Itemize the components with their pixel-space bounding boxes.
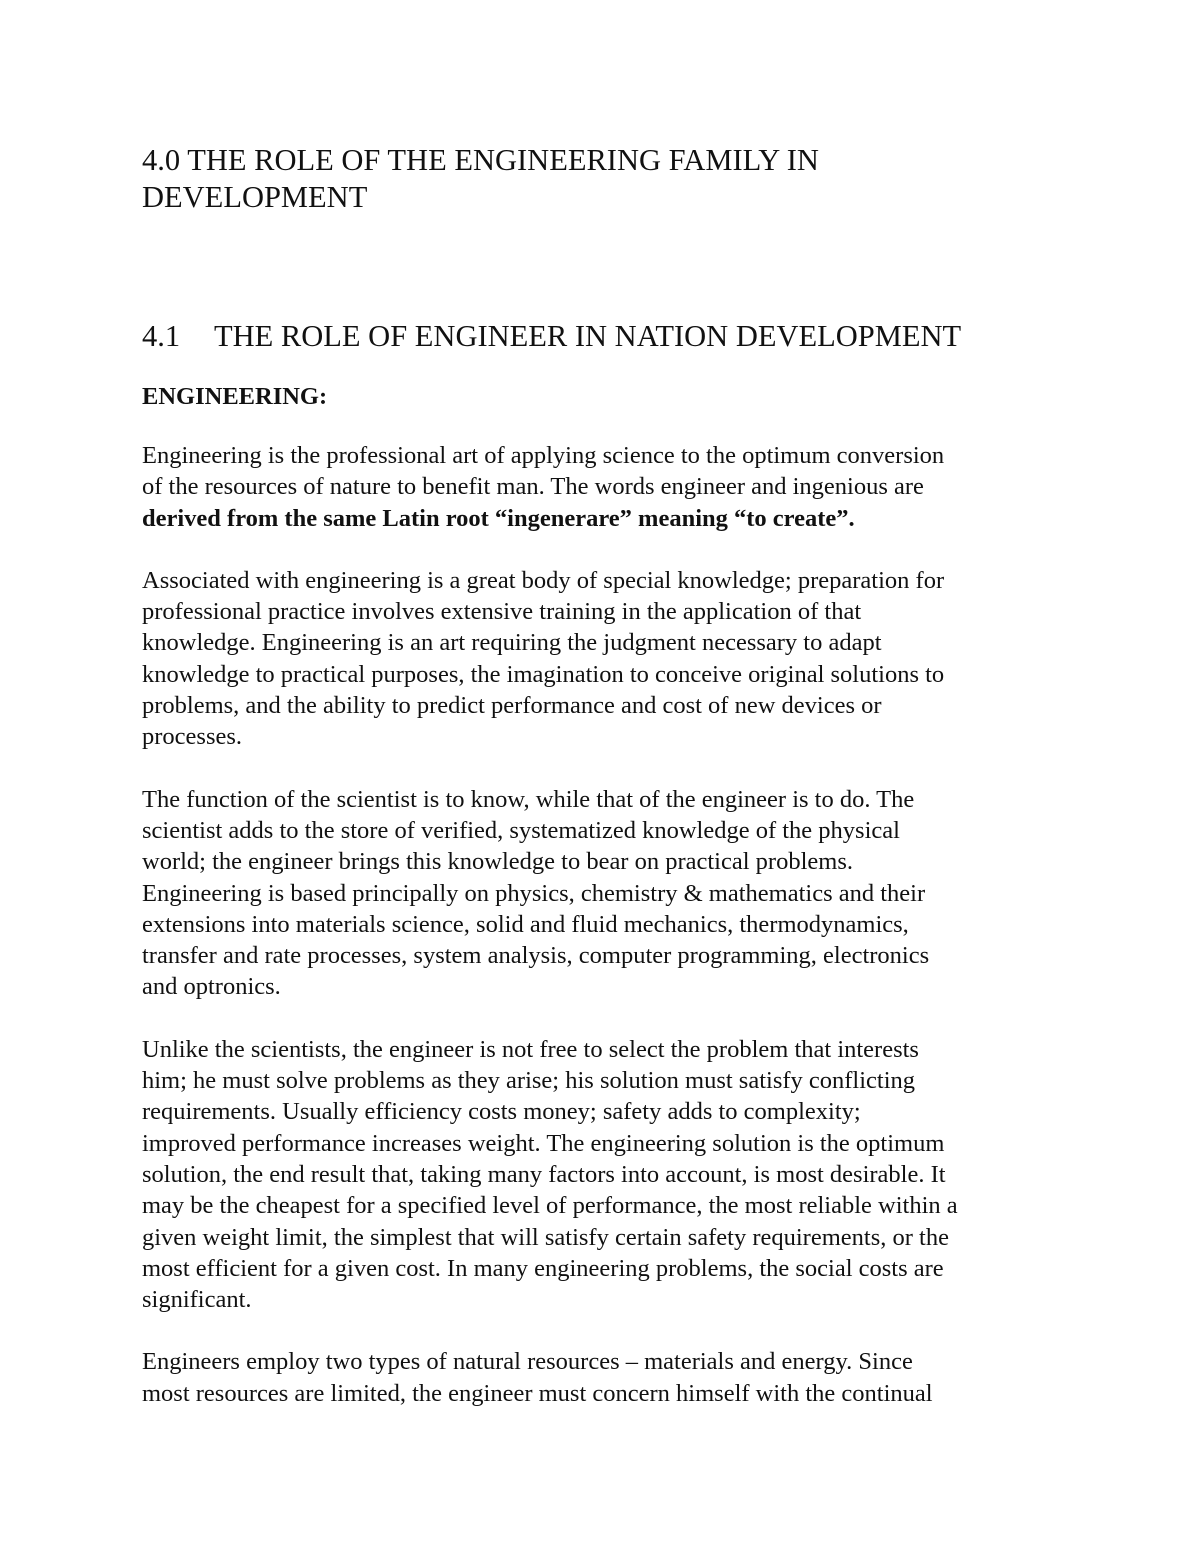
text-line: him; he must solve problems as they arise; his solution must satisfy conflicting — [142, 1067, 916, 1095]
page-content — [142, 142, 1072, 1409]
text-line: derived from the same Latin root “ingenerare” meaning “to create”. — [142, 504, 855, 532]
text-line: of the resources of nature to benefit man. The words engineer and ingenious are — [142, 473, 924, 501]
text-line: Engineers employ two types of natural resources – materials and energy. Since — [142, 1348, 913, 1376]
section-title: THE ROLE OF ENGINEER IN NATION DEVELOPMENT — [214, 319, 962, 353]
text-line: Engineering is based principally on physics, chemistry & mathematics and their — [142, 879, 926, 907]
text-line: world; the engineer brings this knowledge to bear on practical problems. — [142, 848, 853, 876]
text-line: Associated with engineering is a great body of special knowledge; preparation for — [142, 566, 945, 594]
section-heading — [142, 318, 1072, 355]
paragraph — [142, 1034, 1072, 1316]
subheading: ENGINEERING: — [142, 383, 328, 410]
title-line: DEVELOPMENT — [142, 180, 368, 214]
paragraph — [142, 565, 1072, 753]
paragraph — [142, 784, 1072, 1003]
text-line: most resources are limited, the engineer must concern himself with the continual — [142, 1379, 933, 1407]
title-line: 4.0 THE ROLE OF THE ENGINEERING FAMILY IN — [142, 143, 819, 177]
text-line: requirements. Usually efficiency costs money; safety adds to complexity; — [142, 1098, 861, 1126]
text-line: most efficient for a given cost. In many engineering problems, the social costs are — [142, 1254, 944, 1282]
document-title — [142, 142, 1072, 216]
text-line: Unlike the scientists, the engineer is not free to select the problem that interests — [142, 1035, 919, 1063]
text-line: given weight limit, the simplest that will satisfy certain safety requirements, or the — [142, 1223, 949, 1251]
text-line: improved performance increases weight. The engineering solution is the optimum — [142, 1129, 945, 1157]
text-line: scientist adds to the store of verified, systematized knowledge of the physical — [142, 816, 900, 844]
text-line: professional practice involves extensive training in the application of that — [142, 598, 862, 626]
section-number: 4.1 — [142, 319, 181, 353]
text-line: problems, and the ability to predict performance and cost of new devices or — [142, 692, 882, 720]
text-line: processes. — [142, 723, 243, 751]
text-line: significant. — [142, 1286, 252, 1314]
text-line: extensions into materials science, solid and fluid mechanics, thermodynamics, — [142, 910, 909, 938]
paragraph — [142, 1346, 1072, 1409]
text-line: The function of the scientist is to know, while that of the engineer is to do. The — [142, 785, 915, 813]
text-line: and optronics. — [142, 973, 281, 1001]
text-line: solution, the end result that, taking many factors into account, is most desirable. It — [142, 1160, 946, 1188]
text-line: Engineering is the professional art of applying science to the optimum conversion — [142, 442, 945, 469]
text-line: may be the cheapest for a specified level of performance, the most reliable within a — [142, 1192, 958, 1220]
text-line: knowledge to practical purposes, the imagination to conceive original solutions to — [142, 660, 945, 688]
text-line: transfer and rate processes, system analysis, computer programming, electronics — [142, 942, 930, 970]
paragraph — [142, 440, 1072, 534]
text-line: knowledge. Engineering is an art requiring the judgment necessary to adapt — [142, 629, 882, 657]
